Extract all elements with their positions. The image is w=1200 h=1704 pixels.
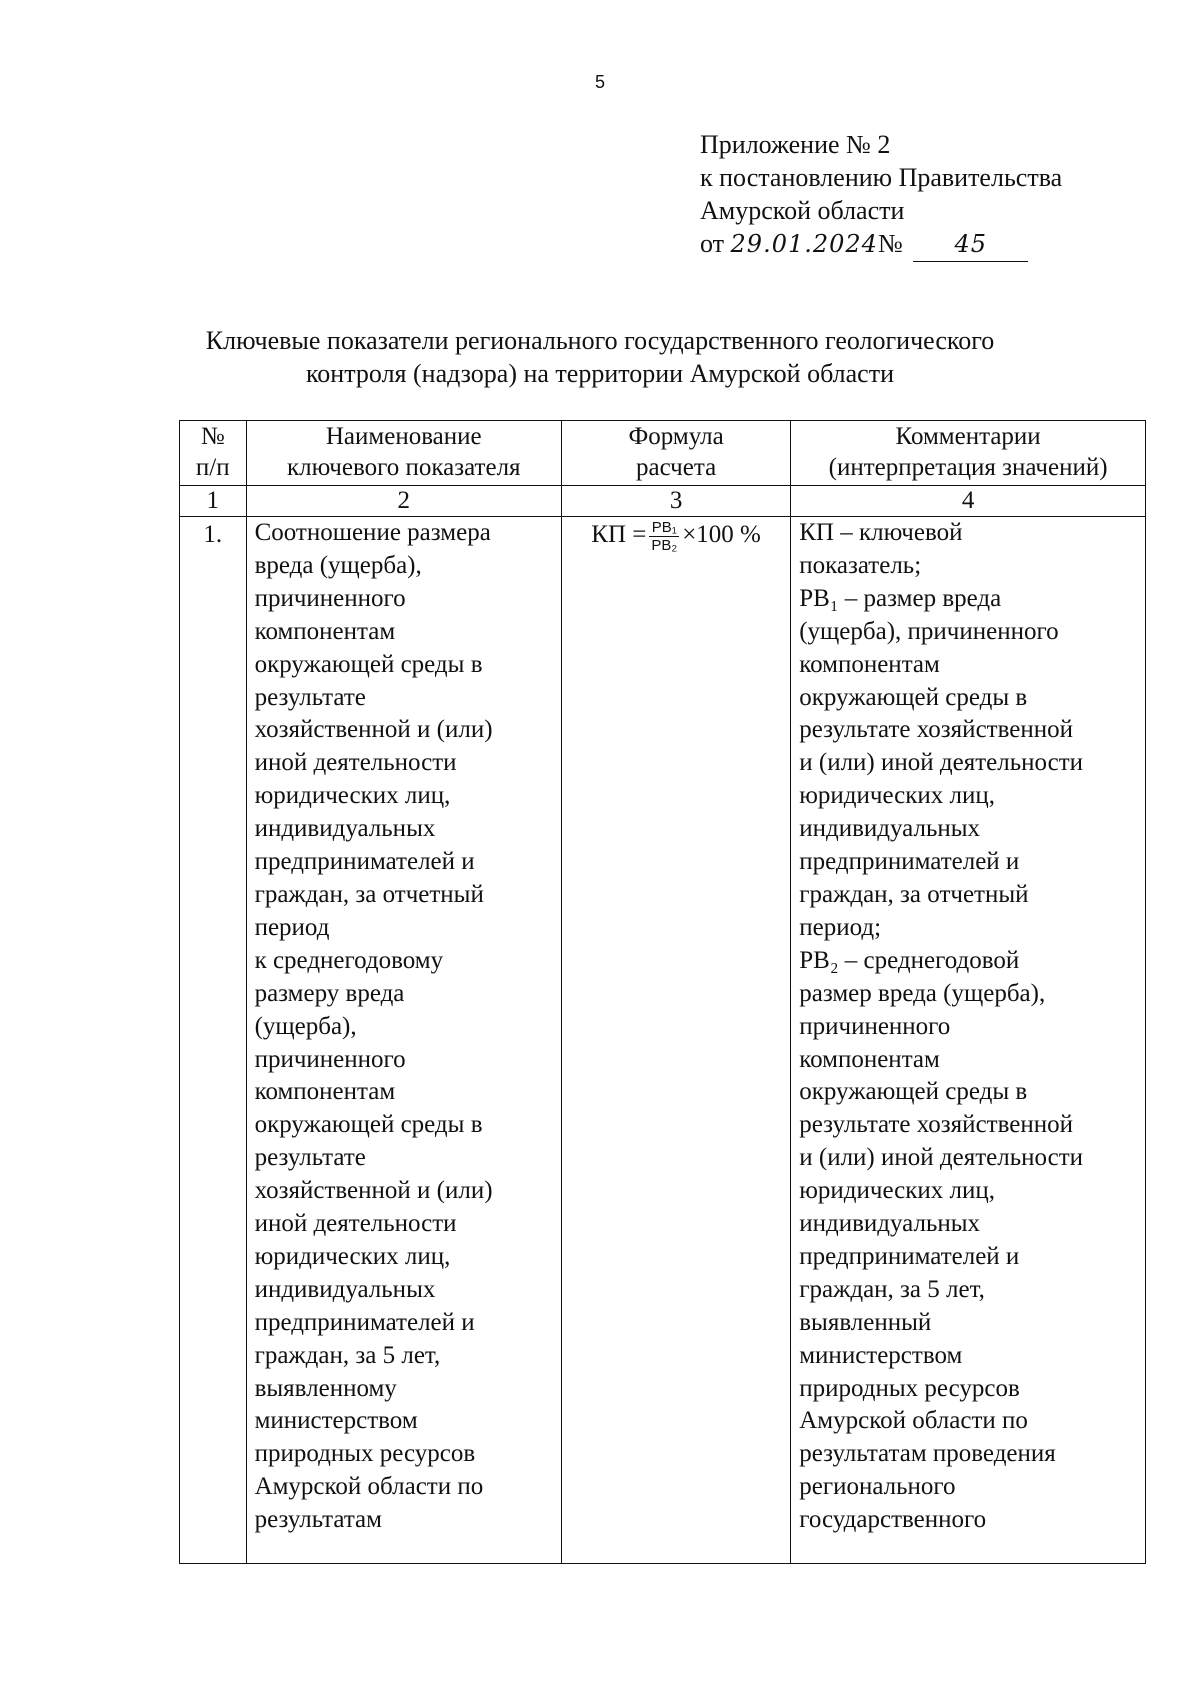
row-number: 1.: [180, 517, 247, 1564]
formula-rhs: ×100 %: [682, 521, 761, 549]
title-line: контроля (надзора) на территории Амурской области: [306, 359, 894, 388]
date-prefix: от: [700, 229, 725, 258]
formula-cell: [561, 517, 790, 1564]
formula-denominator: РВ₂: [651, 537, 678, 554]
appendix-line: Амурской области: [700, 196, 905, 225]
handwritten-date: 29.01.2024: [730, 230, 878, 258]
page-number: 5: [594, 72, 605, 92]
title-line: Ключевые показатели регионального государственного геологического: [205, 326, 995, 355]
header-formula: Формула расчета: [561, 421, 790, 486]
appendix-date-line: [700, 227, 1062, 262]
number-sign: №: [877, 229, 903, 258]
document-title: [0, 324, 1200, 390]
table-row: [180, 517, 1146, 1564]
table-header-row: [180, 421, 1146, 486]
column-number: 4: [791, 486, 1146, 517]
formula-lhs: КП =: [591, 521, 647, 549]
appendix-line: Приложение № 2: [700, 130, 891, 159]
header-comment: Комментарии (интерпретация значений): [791, 421, 1146, 486]
formula-fraction: [649, 519, 679, 554]
formula-numerator: РВ₁: [649, 519, 679, 537]
appendix-block: [700, 128, 1062, 262]
column-number: 1: [180, 486, 247, 517]
column-number-row: [180, 486, 1146, 517]
handwritten-number: 45: [913, 228, 1028, 262]
column-number: 2: [246, 486, 561, 517]
indicator-name: Соотношение размера вреда (ущерба), причиненного компонентам окружающей среды в результате хозяйственной и (или) иной деятельности юридических лиц, индивидуальных предпринимателей и граждан, за отчетный период к среднегодовому размеру вреда (ущерба), причиненного компонентам окружающей среды в результате хозяйственной и (или) иной деятельности юридических лиц, индивидуальных предпринимателей и граждан, за 5 лет, выявленному министерством природных ресурсов Амурской области по результатам: [246, 517, 561, 1564]
indicator-comment: КП – ключевой показатель; РВ₁ – размер вреда (ущерба), причиненного компонентам окружающей среды в результате хозяйственной и (или) иной деятельности юридических лиц, индивидуальных предпринимателей и граждан, за отчетный период; РВ₂ – среднегодовой размер вреда (ущерба), причиненного компонентам окружающей среды в результате хозяйственной и (или) иной деятельности юридических лиц, индивидуальных предпринимателей и граждан, за 5 лет, выявленный министерством природных ресурсов Амурской области по результатам проведения регионального государственного: [791, 517, 1146, 1564]
column-number: 3: [561, 486, 790, 517]
kpi-table: [179, 420, 1146, 1564]
header-num: № п/п: [180, 421, 247, 486]
header-name: Наименование ключевого показателя: [246, 421, 561, 486]
appendix-line: к постановлению Правительства: [700, 163, 1063, 192]
